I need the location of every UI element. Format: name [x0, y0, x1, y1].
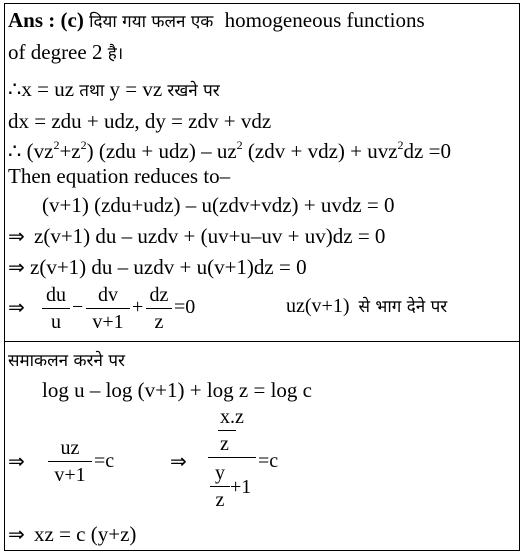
eq5-sup-2: 2	[80, 138, 87, 152]
section-divider	[4, 341, 520, 342]
implies-icon: ⇒	[8, 295, 25, 319]
fraction-du-u	[42, 284, 70, 333]
intro-english: homogeneous functions	[224, 8, 425, 32]
fraction-denominator: z	[154, 311, 164, 333]
eq5-sup-1: 2	[53, 138, 60, 152]
fraction-uz-v1	[48, 437, 92, 486]
fraction-bar	[210, 486, 230, 487]
final-text: xz = c (y+z)	[34, 522, 137, 546]
inner-denominator: z	[215, 489, 225, 511]
integrating-hindi: समाकलन करने पर	[8, 351, 125, 371]
degree-text: of degree 2	[8, 40, 103, 64]
inner-denominator: z	[220, 433, 229, 455]
divide-hindi: से भाग देने पर	[358, 297, 448, 317]
reduces-line: Then equation reduces to–	[8, 164, 231, 188]
degree-hindi: है।	[107, 44, 124, 64]
minus-sign: −	[72, 296, 84, 318]
fraction-bar	[42, 308, 70, 309]
fraction-dv-v1	[86, 284, 130, 333]
fraction-denominator: v+1	[92, 311, 124, 333]
degree-line	[8, 40, 123, 66]
sub-and: तथा	[79, 81, 105, 101]
fraction-numerator: dv	[98, 284, 118, 306]
inner-fraction-x-z	[214, 406, 250, 455]
sub-x: ∴x = uz	[8, 77, 75, 101]
intro-hindi: दिया गया फलन एक	[89, 12, 214, 32]
eq5-part-e: dz =0	[403, 139, 451, 163]
equals-c: =c	[258, 450, 279, 472]
implies-icon: ⇒	[8, 522, 25, 546]
fraction-bar	[218, 430, 236, 431]
sub-putting: रखने पर	[167, 81, 220, 101]
eq5-part-a: ∴ (vz	[8, 139, 54, 163]
fraction-dz-z	[146, 284, 172, 333]
fraction-bar	[146, 308, 172, 309]
fraction-denominator: u	[51, 311, 61, 333]
main-fraction-bar	[208, 457, 256, 458]
implies-icon: ⇒	[8, 224, 25, 248]
sub-y: y = vz	[109, 77, 163, 101]
implies-icon: ⇒	[8, 255, 25, 279]
step-2-text: z(v+1) du – uzdv + u(v+1)dz = 0	[30, 255, 307, 279]
divide-expression: uz(v+1)	[286, 295, 350, 317]
fraction-bar	[86, 308, 130, 309]
integrating-line	[8, 347, 125, 373]
plus-sign: +	[132, 296, 144, 318]
eq5-sup-4: 2	[397, 138, 404, 152]
step-equation-1	[8, 224, 385, 248]
eq5-sup-3: 2	[236, 138, 243, 152]
differential-line: dx = zdu + udz, dy = zdv + vdz	[8, 109, 272, 133]
answer-label: Ans : (c)	[8, 8, 84, 32]
inner-numerator	[214, 406, 250, 428]
intro-line	[8, 8, 425, 34]
implies-icon: ⇒	[8, 449, 25, 473]
reduced-equation: (v+1) (zdu+udz) – u(zdv+vdz) + uvdz = 0	[42, 193, 395, 217]
eq5-part-b: +z	[59, 139, 81, 163]
fraction-denominator: v+1	[54, 464, 86, 486]
dot-z: .z	[230, 406, 244, 428]
fraction-numerator: dz	[149, 284, 169, 306]
eq5-part-d: (zdv + vdz) + uvz	[242, 139, 398, 163]
x-var: x	[220, 406, 230, 428]
step-equation-2	[8, 255, 307, 279]
log-equation: log u – log (v+1) + log z = log c	[42, 378, 312, 402]
substituted-equation	[8, 139, 451, 163]
fraction-bar	[48, 461, 92, 462]
implies-icon: ⇒	[170, 449, 187, 473]
equals-c: =c	[94, 450, 115, 472]
equals-zero: =0	[174, 296, 196, 318]
substitution-line	[8, 77, 220, 103]
fraction-numerator: uz	[60, 437, 80, 459]
final-equation	[8, 522, 136, 546]
fraction-numerator: du	[46, 284, 66, 306]
inner-fraction-y-z	[210, 462, 230, 511]
eq5-part-c: ) (zdu + udz) – uz	[86, 139, 237, 163]
inner-numerator: y	[215, 462, 225, 484]
plus-one: +1	[230, 476, 252, 498]
divide-note	[286, 295, 447, 318]
step-1-text: z(v+1) du – uzdv + (uv+u–uv + uv)dz = 0	[34, 224, 386, 248]
